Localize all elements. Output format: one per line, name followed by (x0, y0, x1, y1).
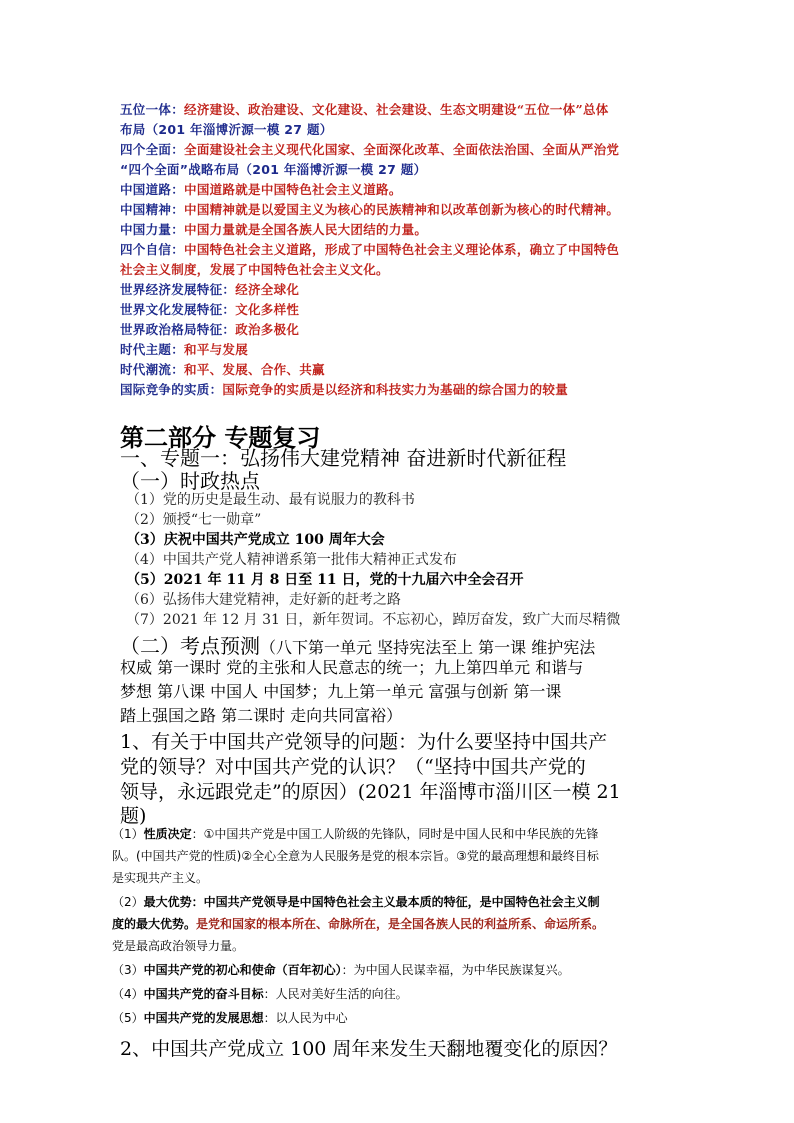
part-title: 第二部分 专题复习 (120, 423, 321, 452)
answer-number: （4） (112, 987, 144, 1001)
term-label: 世界政治格局特征： (120, 322, 236, 337)
term-definition: 中国特色社会主义道路，形成了中国特色社会主义理论体系，确立了中国特色 (184, 242, 620, 257)
term-line (120, 200, 619, 218)
term-label: 时代主题： (120, 342, 185, 357)
answer-line: 队。(中国共产党的性质)②全心全意为人民服务是党的根本宗旨。③党的最高理想和最终目标 (112, 849, 599, 863)
answer-number: （3） (112, 963, 144, 977)
term-line (120, 360, 325, 378)
answer-term: 中国共产党的奋斗目标 (143, 987, 264, 1001)
term-definition: 中国力量就是全国各族人民大团结的力量。 (184, 222, 428, 237)
term-label: 四个全面： (120, 142, 185, 157)
term-line (120, 380, 568, 398)
term-label: 中国精神： (120, 202, 185, 217)
answer-text: ：人民对美好生活的向往。 (263, 987, 408, 1001)
answer-line: 是实现共产主义。 (112, 871, 209, 885)
subsection-heading: （一）时政热点 (120, 469, 260, 493)
prediction-line: 踏上强国之路 第二课时 走向共同富裕） (120, 706, 403, 725)
answer-term: 中国共产党的初心和使命（百年初心） (143, 963, 342, 977)
term-line (120, 340, 248, 358)
answer-text-highlight: 是党和国家的根本所在、命脉所在，是全国各族人民的利益所系、命运所系。 (196, 917, 605, 931)
term-line (120, 220, 427, 238)
prediction-line: 梦想 第八课 中国人 中国梦；九上第一单元 富强与创新 第一课 (120, 682, 562, 701)
term-line (120, 280, 299, 298)
hotspot-item: （6）弘扬伟大建党精神，走好新的赶考之路 (126, 592, 401, 608)
answer-number: （1） (112, 827, 144, 841)
term-label: 五位一体： (120, 102, 185, 117)
answer-term: 中国共产党的发展思想 (143, 1011, 264, 1025)
term-definition: 社会主义制度，发展了中国特色社会主义文化。 (120, 262, 389, 277)
term-label: 世界经济发展特征： (120, 282, 236, 297)
term-label: 世界文化发展特征： (120, 302, 236, 317)
term-label: 四个自信： (120, 242, 185, 257)
term-line (120, 240, 619, 258)
term-definition: 中国精神就是以爱国主义为核心的民族精神和以改革创新为核心的时代精神。 (184, 202, 620, 217)
answer-text: ：为中国人民谋幸福，为中华民族谋复兴。 (341, 963, 570, 977)
term-line (120, 140, 619, 158)
term-label: 时代潮流： (120, 362, 185, 377)
answer-term: 性质决定 (143, 827, 192, 841)
subsection-heading: （二）考点预测 (120, 634, 260, 658)
hotspot-item: （1）党的历史是最生动、最有说服力的教科书 (126, 492, 415, 508)
answer-number: （2） (112, 895, 144, 909)
term-line (120, 160, 426, 178)
answer-text: 度的最大优势。 (112, 917, 197, 931)
answer-text: 中国共产党领导是中国特色社会主义最本质的特征，是中国特色社会主义制 (203, 895, 600, 909)
hotspot-item: （2）颁授“七一勋章” (126, 512, 262, 528)
answer-text: ：以人民为中心 (263, 1011, 348, 1025)
term-definition: 经济建设、政治建设、文化建设、社会建设、生态文明建设“五位一体”总体 (184, 102, 609, 117)
term-definition: 布局（201 年淄博沂源一模 27 题） (120, 122, 333, 137)
hotspot-item: （5）2021 年 11 月 8 日至 11 日，党的十九届六中全会召开 (126, 572, 524, 588)
question-line: 领导，永远跟党走”的原因）(2021 年淄博市淄川区一模 21 (120, 781, 621, 803)
term-definition: 国际竞争的实质是以经济和科技实力为基础的综合国力的较量 (222, 382, 569, 397)
answer-term: 最大优势： (143, 895, 204, 909)
hotspot-item: （3）庆祝中国共产党成立 100 周年大会 (126, 532, 385, 548)
topic-heading: 一、专题一：弘扬伟大建党精神 奋进新时代新征程 (120, 446, 567, 470)
answer-line (112, 918, 604, 930)
term-line (120, 180, 402, 198)
answer-line (112, 828, 598, 840)
term-label: 中国道路： (120, 182, 185, 197)
answer-number: （5） (112, 1011, 144, 1025)
term-line (120, 260, 389, 278)
prediction-text: （八下第一单元 坚持宪法至上 第一课 维护宪法 (260, 638, 596, 657)
question-line: 2、中国共产党成立 100 周年来发生天翻地覆变化的原因？ (120, 1038, 618, 1060)
hotspot-item: （7）2021 年 12 月 31 日，新年贺词。不忘初心，踔厉奋发，致广大而尽精微 (126, 612, 621, 628)
term-label: 中国力量： (120, 222, 185, 237)
term-definition: 和平与发展 (184, 342, 249, 357)
prediction-line: 权威 第一课时 党的主张和人民意志的统一；九上第四单元 和谐与 (120, 658, 584, 677)
term-line (120, 320, 299, 338)
term-line (120, 300, 299, 318)
term-definition: 全面建设社会主义现代化国家、全面深化改革、全面依法治国、全面从严治党 (184, 142, 620, 157)
answer-line (112, 988, 408, 1000)
answer-text: ：①中国共产党是中国工人阶级的先锋队，同时是中国人民和中华民族的先锋 (191, 827, 599, 841)
hotspot-item: （4）中国共产党人精神谱系第一批伟大精神正式发布 (126, 552, 457, 568)
question-line: 题) (120, 805, 147, 827)
term-definition: 经济全球化 (235, 282, 300, 297)
question-line: 党的领导？对中国共产党的认识？（“坚持中国共产党的 (120, 756, 586, 778)
term-definition: “四个全面”战略布局（201 年淄博沂源一模 27 题） (120, 162, 427, 177)
term-label: 国际竞争的实质： (120, 382, 223, 397)
answer-line (112, 1012, 348, 1024)
term-definition: 和平、发展、合作、共赢 (184, 362, 325, 377)
term-line (120, 120, 333, 138)
term-line (120, 100, 609, 118)
term-definition: 文化多样性 (235, 302, 300, 317)
answer-line: 党是最高政治领导力量。 (112, 939, 245, 953)
answer-line (112, 964, 570, 976)
term-definition: 政治多极化 (235, 322, 300, 337)
answer-line (112, 896, 600, 908)
term-definition: 中国道路就是中国特色社会主义道路。 (184, 182, 402, 197)
question-line: 1、有关于中国共产党领导的问题：为什么要坚持中国共产 (120, 731, 608, 753)
